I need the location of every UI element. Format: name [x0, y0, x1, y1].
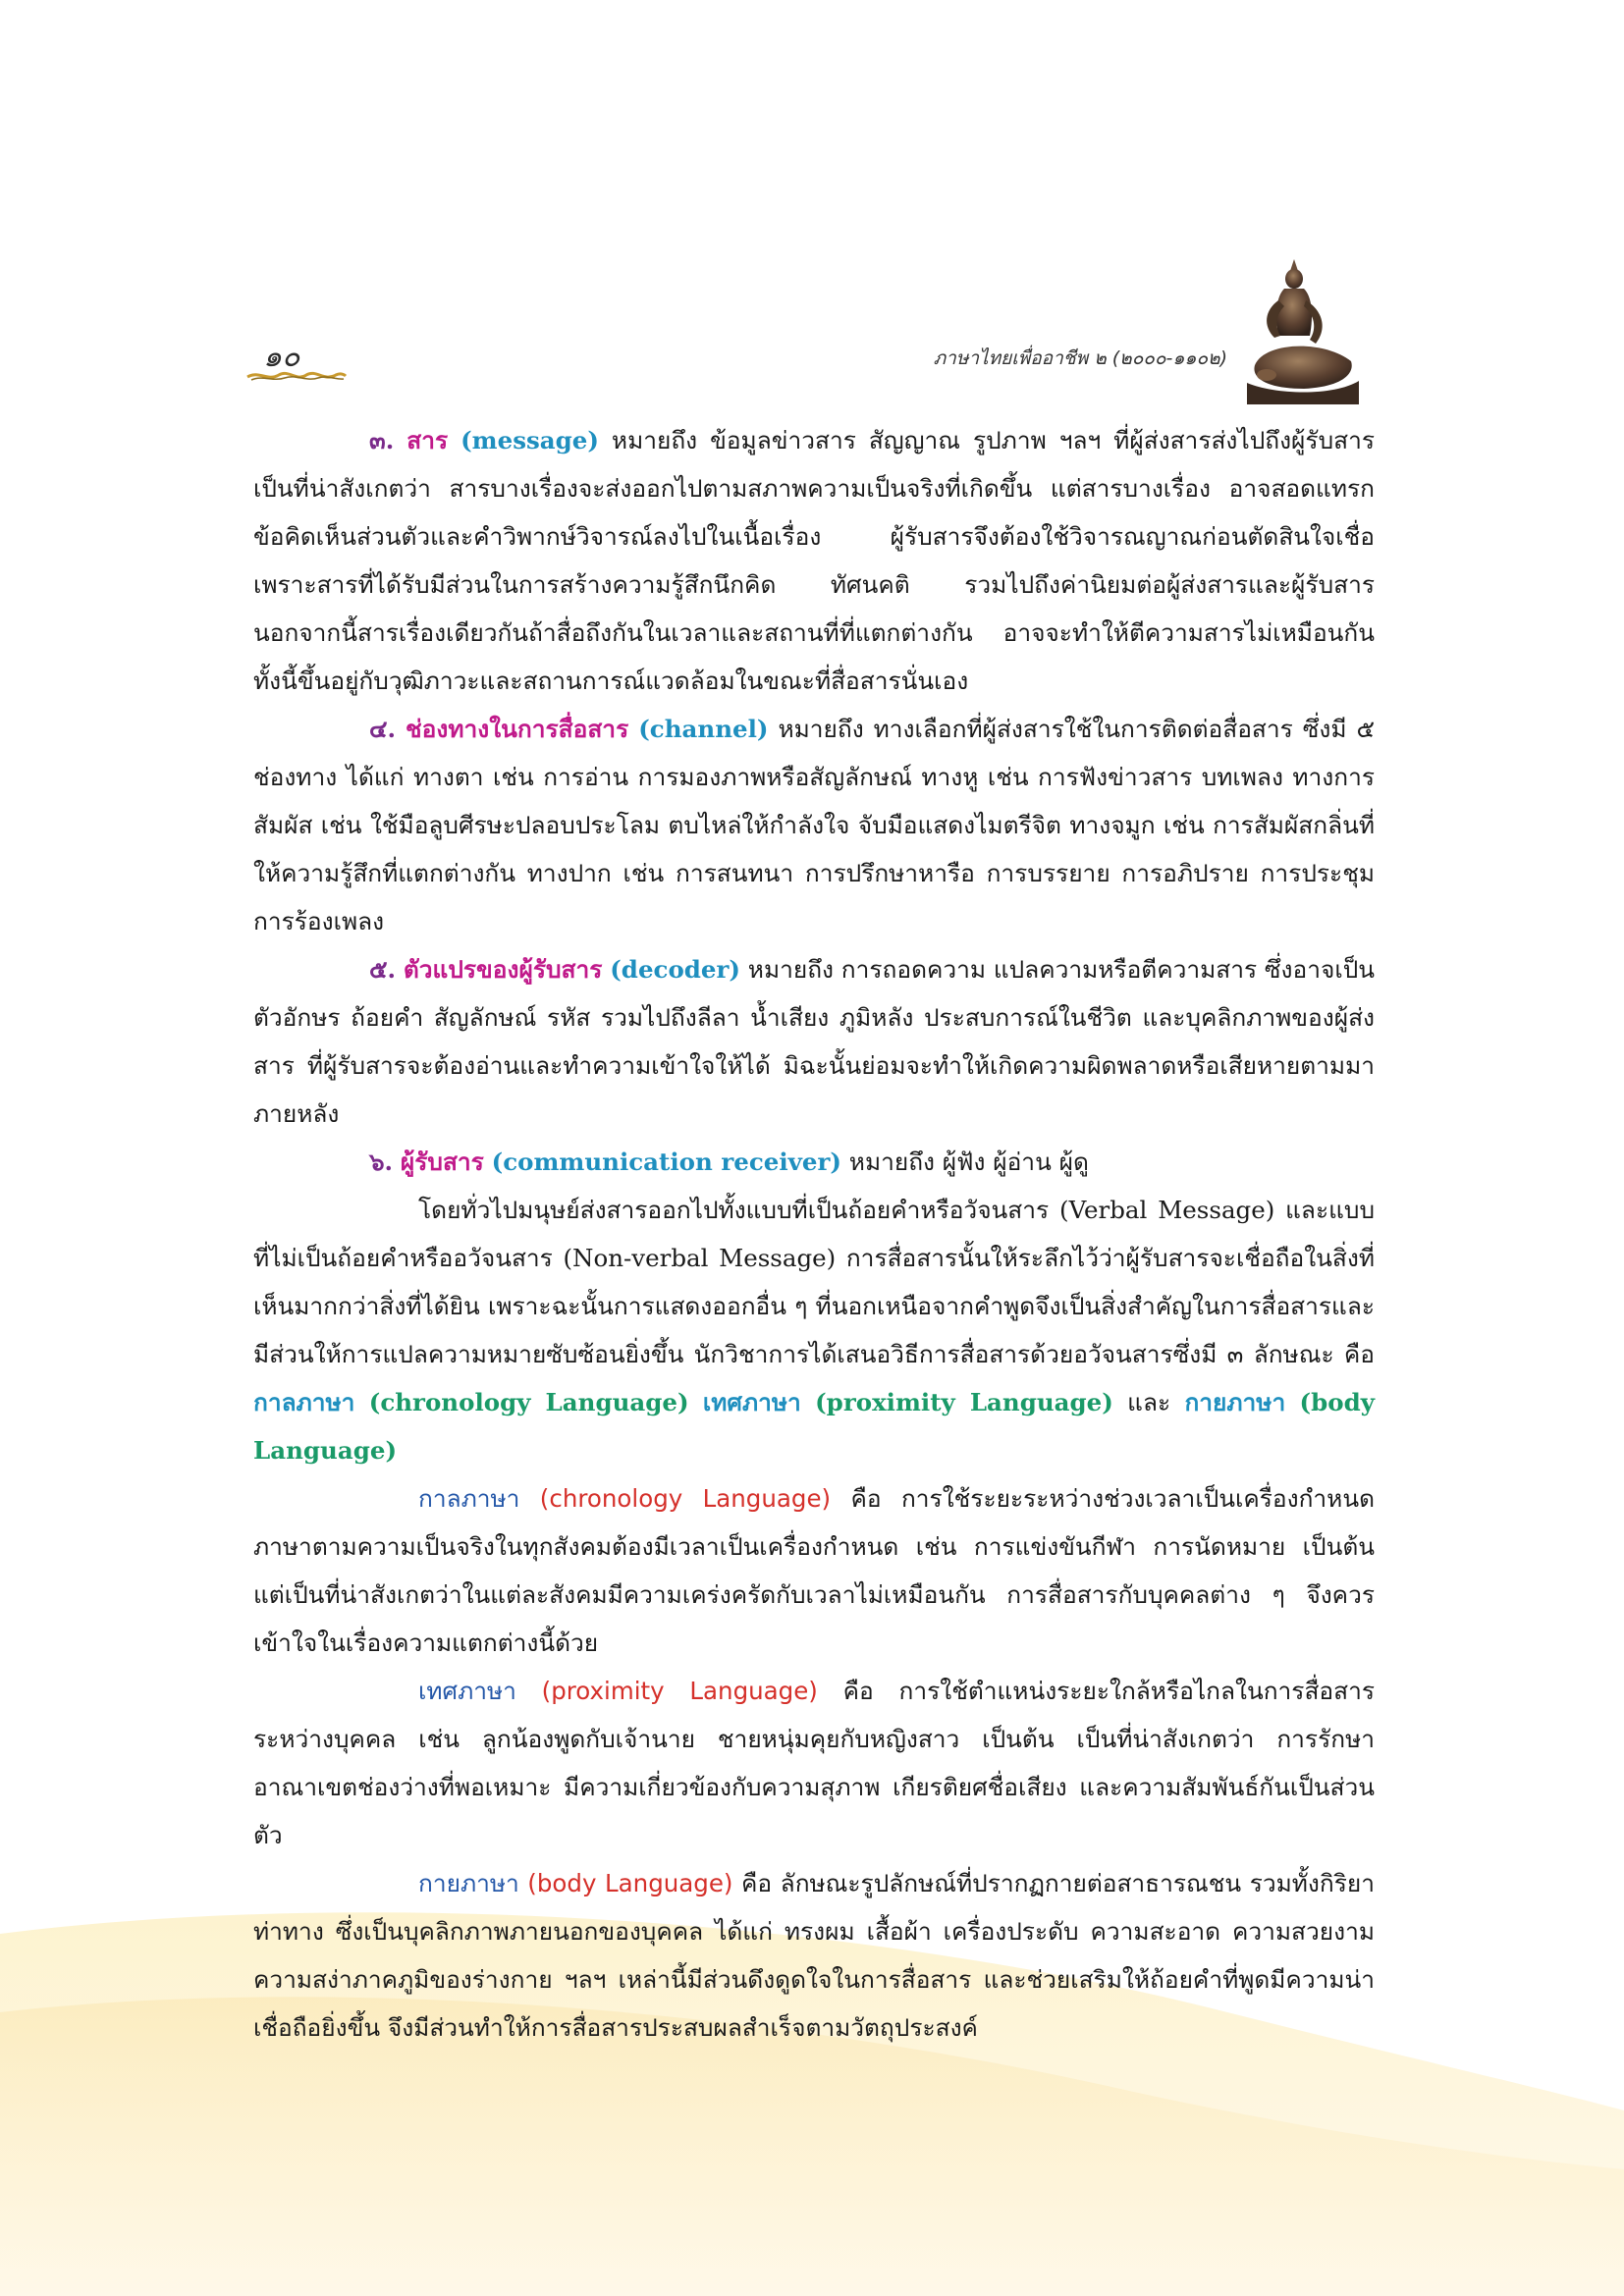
- paragraph-text: หมายถึง ข้อมูลข่าวสาร สัญญาณ รูปภาพ ฯลฯ ที่ผู้ส่งสารส่งไปถึงผู้รับสาร เป็นที่น่าสังเกตว่า สารบางเรื่องจะส่งออกไปตามสภาพความเป็นจริงที่เกิดขึ้น แต่สารบางเรื่อง อาจสอดแทรกข้อคิดเห็นส่วนตัวและคำวิพากษ์วิจารณ์ลงไปในเนื้อเรื่อง ผู้รับสารจึงต้องใช้วิจารณญาณก่อนตัดสินใจเชื่อ เพราะสารที่ได้รับมีส่วนในการสร้างความรู้สึกนึกคิด ทัศนคติ รวมไปถึงค่านิยมต่อผู้ส่งสารและผู้รับสาร นอกจากนี้สารเรื่องเดียวกันถ้าสื่อถึงกันในเวลาและสถานที่ที่แตกต่างกัน อาจจะทำให้ตีความสารไม่เหมือนกัน ทั้งนี้ขึ้นอยู่กับวุฒิภาวะและสถานการณ์แวดล้อมในขณะที่สื่อสารนั่นเอง: [253, 426, 1375, 695]
- item-message-paragraph: [253, 416, 1375, 705]
- paragraph-text: หมายถึง การถอดความ แปลความหรือตีความสาร ซึ่งอาจเป็นตัวอักษร ถ้อยคำ สัญลักษณ์ รหัส รวมไปถึงลีลา น้ำเสียง ภูมิหลัง ประสบการณ์ในชีวิต และบุคลิกภาพของผู้ส่งสาร ที่ผู้รับสารจะต้องอ่านและทำความเข้าใจให้ได้ มิฉะนั้นย่อมจะทำให้เกิดความผิดพลาดหรือเสียหายตามมาภายหลัง: [253, 955, 1375, 1128]
- item-receiver-paragraph: [253, 1138, 1375, 1186]
- paragraph-text: หมายถึง ผู้ฟัง ผู้อ่าน ผู้ดู: [841, 1148, 1089, 1176]
- item-number: ๖.: [369, 1148, 394, 1176]
- body-language-paragraph: [253, 1859, 1375, 2052]
- term-chronology: กาลภาษา: [253, 1388, 355, 1416]
- term-channel: ช่องทางในการสื่อสาร: [406, 715, 629, 743]
- item-channel-paragraph: [253, 705, 1375, 945]
- term-english: (communication receiver): [491, 1148, 841, 1176]
- proximity-paragraph: [253, 1667, 1375, 1859]
- paragraph-text: คือ การใช้ตำแหน่งระยะใกล้หรือไกลในการสื่อสารระหว่างบุคคล เช่น ลูกน้องพูดกับเจ้านาย ชายหนุ่มคุยกับหญิงสาว เป็นต้น เป็นที่น่าสังเกตว่า การรักษาอาณาเขตช่องว่างที่พอเหมาะ มีความเกี่ยวข้องกับความสุภาพ เกียรติยศชื่อเสียง และความสัมพันธ์กันเป็นส่วนตัว: [253, 1677, 1375, 1849]
- main-content: [253, 416, 1375, 2052]
- term-english: (chronology Language): [519, 1484, 832, 1513]
- term-receiver: ผู้รับสาร: [400, 1148, 484, 1176]
- term-english: (message): [460, 426, 599, 454]
- paragraph-text: โดยทั่วไปมนุษย์ส่งสารออกไปทั้งแบบที่เป็นถ้อยคำหรือวัจนสาร (Verbal Message) และแบบที่ไม่เป็นถ้อยคำหรืออวัจนสาร (Non-verbal Message) การสื่อสารนั้นให้ระลึกไว้ว่าผู้รับสารจะเชื่อถือในสิ่งที่เห็นมากกว่าสิ่งที่ได้ยิน เพราะฉะนั้นการแสดงออกอื่น ๆ ที่นอกเหนือจากคำพูดจึงเป็นสิ่งสำคัญในการสื่อสารและมีส่วนให้การแปลความหมายซับซ้อนยิ่งขึ้น นักวิชาการได้เสนอวิธีการสื่อสารด้วยอวัจนสารซึ่งมี ๓ ลักษณะ คือ: [253, 1196, 1375, 1368]
- paragraph-text: คือ ลักษณะรูปลักษณ์ที่ปรากฏกายต่อสาธารณชน รวมทั้งกิริยาท่าทาง ซึ่งเป็นบุคลิกภาพภายนอกของบุคคล ได้แก่ ทรงผม เสื้อผ้า เครื่องประดับ ความสะอาด ความสวยงาม ความสง่าภาคภูมิของร่างกาย ฯลฯ เหล่านี้มีส่วนดึงดูดใจในการสื่อสาร และช่วยเสริมให้ถ้อยคำที่พูดมีความน่าเชื่อถือยิ่งขึ้น จึงมีส่วนทำให้การสื่อสารประสบผลสำเร็จตามวัตถุประสงค์: [253, 1869, 1375, 2042]
- term-proximity: เทศภาษา: [702, 1388, 801, 1416]
- term-decoder: ตัวแปรของผู้รับสาร: [403, 955, 603, 984]
- term-english: (channel): [638, 715, 769, 743]
- term-english: (chronology Language): [368, 1388, 689, 1416]
- item-number: ๔.: [369, 715, 397, 743]
- term-english: (proximity Language): [515, 1677, 818, 1705]
- item-number: ๕.: [369, 955, 397, 984]
- term-chronology: กาลภาษา: [418, 1484, 520, 1513]
- page-header: [0, 0, 1624, 412]
- term-body: กายภาษา: [1184, 1388, 1286, 1416]
- running-title: ภาษาไทยเพื่ออาชีพ ๒ (๒๐๐๐-๑๑๐๒): [933, 347, 1227, 369]
- term-body: กายภาษา: [418, 1869, 519, 1897]
- term-english: (body Language): [253, 1388, 1375, 1465]
- buddha-statue-icon: [1245, 257, 1361, 404]
- term-message: สาร: [406, 426, 449, 454]
- term-english: (proximity Language): [815, 1388, 1113, 1416]
- term-english: (decoder): [610, 955, 741, 984]
- gold-ornament-icon: [245, 369, 348, 383]
- term-english: (body Language): [518, 1869, 733, 1897]
- conjunction-text: และ: [1112, 1388, 1185, 1416]
- page-number: ๑๐: [263, 340, 300, 374]
- chronology-paragraph: [253, 1474, 1375, 1667]
- term-proximity: เทศภาษา: [418, 1677, 516, 1705]
- paragraph-text: หมายถึง ทางเลือกที่ผู้ส่งสารใช้ในการติดต่อสื่อสาร ซึ่งมี ๕ ช่องทาง ได้แก่ ทางตา เช่น การอ่าน การมองภาพหรือสัญลักษณ์ ทางหู เช่น การฟังข่าวสาร บทเพลง ทางการสัมผัส เช่น ใช้มือลูบศีรษะปลอบประโลม ตบไหล่ให้กำลังใจ จับมือแสดงไมตรีจิต ทางจมูก เช่น การสัมผัสกลิ่นที่ให้ความรู้สึกที่แตกต่างกัน ทางปาก เช่น การสนทนา การปรึกษาหารือ การบรรยาย การอภิปราย การประชุม การร้องเพลง: [253, 715, 1375, 935]
- general-paragraph: [253, 1186, 1375, 1474]
- item-number: ๓.: [369, 426, 395, 454]
- paragraph-text: คือ การใช้ระยะระหว่างช่วงเวลาเป็นเครื่องกำหนดภาษาตามความเป็นจริงในทุกสังคมต้องมีเวลาเป็นเครื่องกำหนด เช่น การแข่งขันกีฬา การนัดหมาย เป็นต้น แต่เป็นที่น่าสังเกตว่าในแต่ละสังคมมีความเคร่งครัดกับเวลาไม่เหมือนกัน การสื่อสารกับบุคคลต่าง ๆ จึงควรเข้าใจในเรื่องความแตกต่างนี้ด้วย: [253, 1484, 1375, 1657]
- item-decoder-paragraph: [253, 945, 1375, 1138]
